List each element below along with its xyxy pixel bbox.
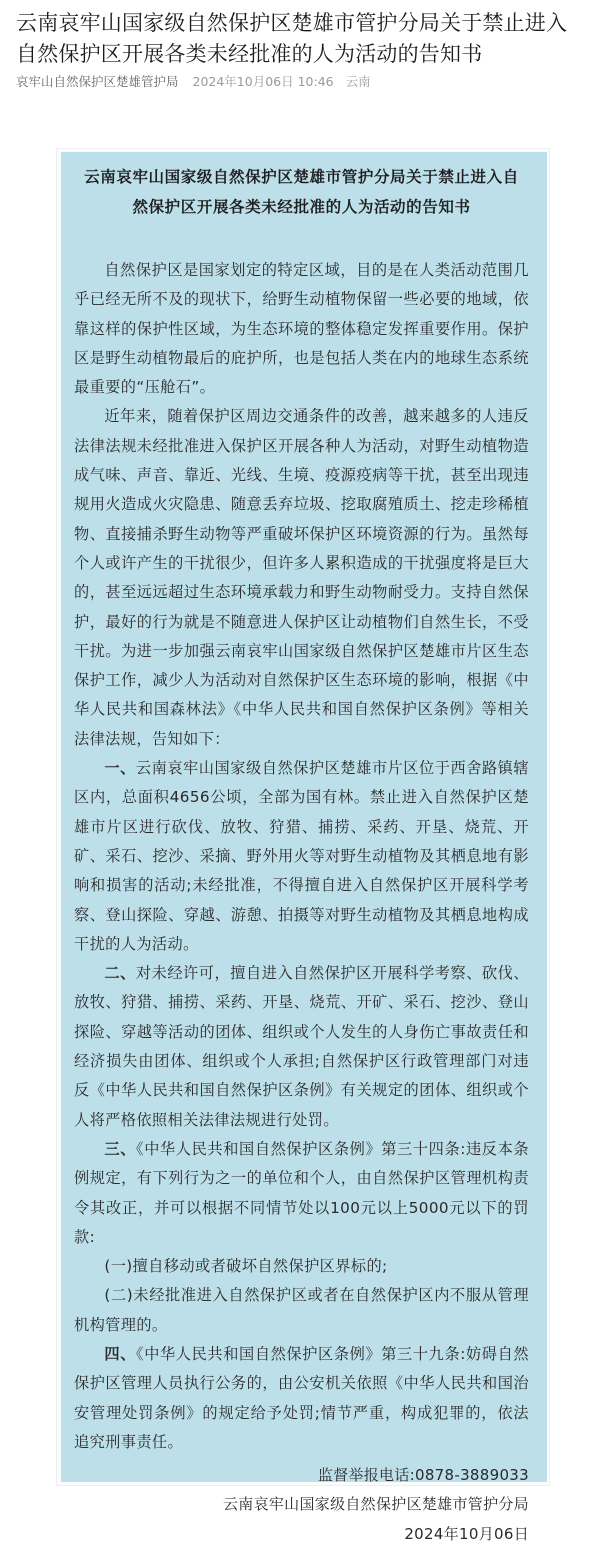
hotline: 监督举报电话:0878-3889033 [317,1466,529,1485]
notice-clause-2 [74,959,529,1135]
clause-number: 一、 [104,759,136,778]
notice-clause-1 [74,754,529,959]
paragraph-text: 《中华人民共和国自然保护区条例》第三十九条:妨碍自然保护区管理人员执行公务的，由公安机关依照《中华人民共和国治安管理处罚条例》的规定给予处罚;情节严重，构成犯罪的，依法追究刑事责任。 [74,1344,529,1451]
paragraph-text: 自然保护区是国家划定的特定区域，目的是在人类活动范围几乎已经无所不及的现状下，给野生动植物保留一些必要的地域，依靠这样的保护性区域，为生态环境的整体稳定发挥重要作用。保护区是野生动植物最后的庇护所，也是包括人类在内的地球生态系统最重要的“压舱石”。 [74,261,529,397]
paragraph-text: 《中华人民共和国自然保护区条例》第三十四条:违反本条例规定，有下列行为之一的单位和个人，由自然保护区管理机构责令其改正，并可以根据不同情节处以100元以上5000元以下的罚款: [74,1139,529,1246]
notice-clause-4 [74,1340,529,1457]
issue-date: 2024年10月06日 [404,1524,529,1543]
paragraph-text: 近年来，随着保护区周边交通条件的改善，越来越多的人违反法律法规未经批准进入保护区开展各种人为活动，对野生动植物造成气味、声音、靠近、光线、生境、疫源疫病等干扰，甚至出现违规用火造成火灾隐患、随意丢弃垃圾、挖取腐殖质土、挖走珍稀植物、直接捕杀野生动物等严重破坏保护区环境资源的行为。虽然每个人或许产生的干扰很少，但许多人累积造成的干扰强度将是巨大的，甚至远远超过生态环境承载力和野生动物耐受力。支持自然保护，最好的行为就是不随意进人保护区让动植物们自然生长，不受干扰。为进一步加强云南哀牢山国家级自然保护区楚雄市片区生态保护工作，减少人为活动对自然保护区生态环境的影响，根据《中华人民共和国森林法》《中华人民共和国自然保护区条例》等相关法律法规，告知如下： [74,407,529,748]
clause-number: 三、 [104,1139,136,1158]
notice-subitem-2 [74,1281,529,1340]
notice-paragraph-intro [74,256,529,402]
article-title: 云南哀牢山国家级自然保护区楚雄市管护分局关于禁止进入自然保护区开展各类未经批准的人为活动的告知书 [16,11,568,66]
paragraph-text: (一)擅自移动或者破坏自然保护区界标的; [104,1257,388,1276]
paragraph-text: (二)未经批准进入自然保护区或者在自然保护区内不服从管理机构管理的。 [74,1286,529,1334]
notice-clause-3 [74,1135,529,1252]
clause-number: 四、 [104,1344,136,1363]
notice-subitem-1 [74,1252,529,1281]
notice-title: 云南哀牢山国家级自然保护区楚雄市管护分局关于禁止进入自然保护区开展各类未经批准的人为活动的告知书 [84,168,519,216]
signature-block [74,1461,529,1549]
clause-number: 二、 [104,964,136,983]
notice-paragraph-background [74,402,529,754]
paragraph-text: 对未经许可，擅自进入自然保护区开展科学考察、砍伐、放牧、狩猎、捕捞、采药、开垦、烧荒、开矿、采石、挖沙、登山探险、穿越等活动的团体、组织或个人发生的人身伤亡事故责任和经济损失由团体、组织或个人承担;自然保护区行政管理部门对违反《中华人民共和国自然保护区条例》有关规定的团体、组织或个人将严格依照相关法律法规进行处罚。 [74,964,529,1129]
paragraph-text: 云南哀牢山国家级自然保护区楚雄市片区位于西舍路镇辖区内，总面积4656公顷，全部为国有林。禁止进入自然保护区楚雄市片区进行砍伐、放牧、狩猎、捕捞、采药、开垦、烧荒、开矿、采石、挖沙、采摘、野外用火等对野生动植物及其栖息地有影响和损害的活动;未经批准，不得擅自进入自然保护区开展科学考察、登山探险、穿越、游憩、拍摄等对野生动植物及其栖息地构成干扰的人为活动。 [74,759,529,953]
article-meta [16,72,371,90]
author-link[interactable]: 哀牢山自然保护区楚雄管护局 [16,74,179,89]
publish-location: 云南 [345,74,371,89]
issuer: 云南哀牢山国家级自然保护区楚雄市管护分局 [222,1495,529,1514]
publish-time: 2024年10月06日 10:46 [192,74,334,89]
notice-image[interactable] [61,152,547,1543]
